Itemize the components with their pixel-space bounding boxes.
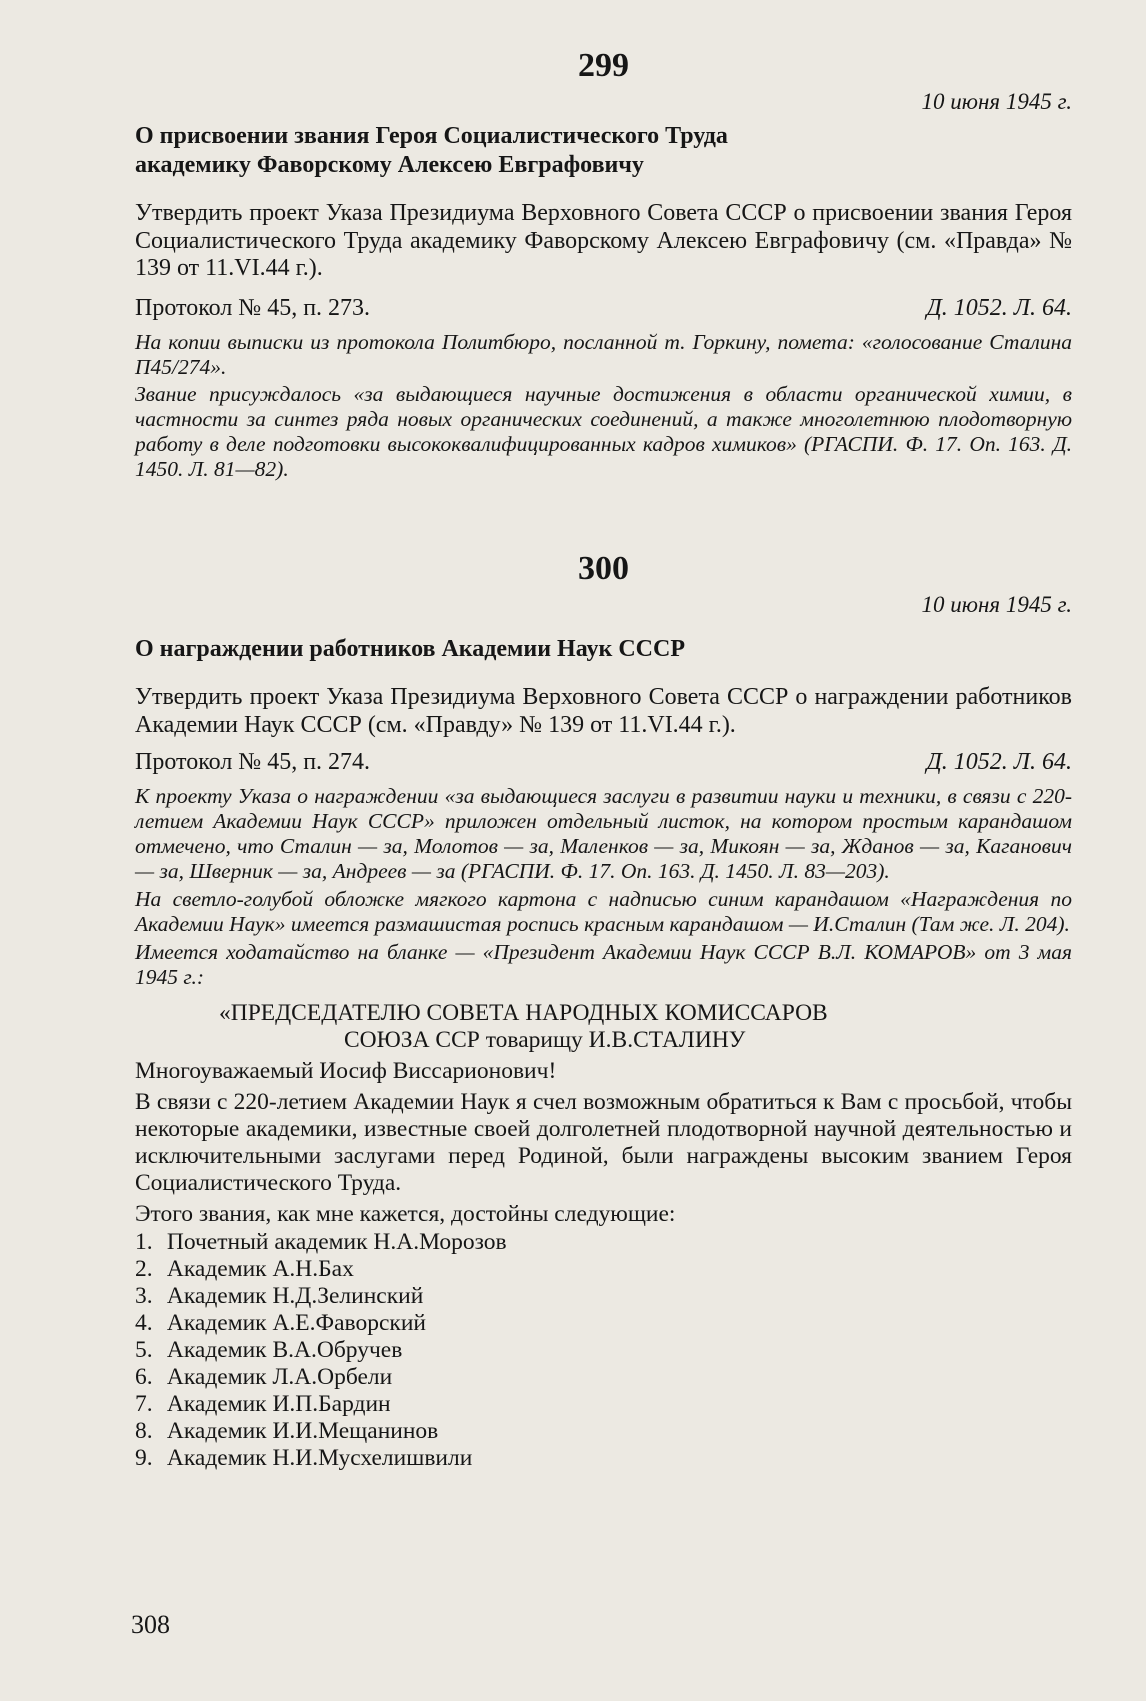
archive-ref: Д. 1052. Л. 64. (926, 294, 1072, 321)
list-item (135, 1418, 1072, 1445)
resolution-text: Утвердить проект Указа Президиума Верховного Совета СССР о награждении работников Академии Наук СССР (см. «Правду» № 139 от 11.VI.44 г.). (135, 684, 1072, 738)
letter-paragraph: Этого звания, как мне кажется, достойны следующие: (135, 1201, 676, 1227)
protocol-line (135, 294, 1072, 322)
list-item (135, 1364, 1072, 1391)
title-line: академику Фаворскому Алексею Евграфовичу (135, 152, 644, 178)
page-number: 308 (131, 1610, 170, 1639)
list-item (135, 1229, 1072, 1256)
letter-heading: «ПРЕДСЕДАТЕЛЮ СОВЕТА НАРОДНЫХ КОМИССАРОВ (219, 1000, 828, 1026)
list-item-name: Академик Н.Д.Зелинский (166, 1283, 424, 1309)
list-item-name: Академик И.П.Бардин (166, 1391, 391, 1417)
resolution-text: Утвердить проект Указа Президиума Верховного Совета СССР о присвоении звания Героя Социалистического Труда академику Фаворскому Алексею Евграфовичу (см. «Правда» № 139 от 11.VI.44 г.). (135, 200, 1072, 281)
document-number: 300 (578, 550, 629, 587)
list-item (135, 1256, 1072, 1283)
list-item (135, 1310, 1072, 1337)
list-item-name: Академик В.А.Обручев (166, 1337, 403, 1363)
letter (135, 1000, 1072, 1472)
document-date: 10 июня 1945 г. (921, 89, 1072, 114)
protocol-number: Протокол № 45, п. 274. (135, 749, 371, 775)
list-item-number: 7. (135, 1391, 153, 1417)
document-299 (135, 46, 1072, 482)
note: На светло-голубой обложке мягкого картона с надписью синим карандашом «Награждения по Академии Наук» имеется размашистая роспись красным карандашом — И.Сталин (Там же. Л. 204). (135, 887, 1072, 936)
list-item-name: Академик А.Е.Фаворский (166, 1310, 426, 1336)
list-item-number: 9. (135, 1445, 153, 1471)
list-item-name: Почетный академик Н.А.Морозов (166, 1229, 507, 1255)
archive-ref: Д. 1052. Л. 64. (926, 749, 1072, 775)
note: К проекту Указа о награждении «за выдающиеся заслуги в развитии науки и техники, в связи с 220-летием Академии Наук СССР» приложен отдельный листок, на котором простым карандашом отмечено, что Сталин — за, Молотов — за, Маленков — за, Микоян — за, Жданов — за, Каганович — за, Шверник — за, Андреев — за (РГАСПИ. Ф. 17. Оп. 163. Д. 1450. Л. 83—203). (135, 784, 1072, 883)
letter-heading: СОЮЗА ССР товарищу И.В.СТАЛИНУ (344, 1027, 746, 1053)
document-title: О награждении работников Академии Наук СССР (135, 636, 685, 662)
list-item-name: Академик Н.И.Мусхелишвили (166, 1445, 473, 1471)
list-item-number: 2. (135, 1256, 153, 1282)
document-date: 10 июня 1945 г. (921, 592, 1072, 617)
list-item-name: Академик А.Н.Бах (166, 1256, 354, 1282)
note: Имеется ходатайство на бланке — «Президент Академии Наук СССР В.Л. КОМАРОВ» от 3 мая 1945 г.: (135, 940, 1072, 989)
letter-paragraph: В связи с 220-летием Академии Наук я счел возможным обратиться к Вам с просьбой, чтобы некоторые академики, известные своей долголетней плодотворной научной деятельностью и исключительными заслугами перед Родиной, были награждены высоким званием Героя Социалистического Труда. (135, 1089, 1072, 1196)
document-number: 299 (578, 47, 629, 84)
list-item (135, 1445, 1072, 1472)
list-item-name: Академик Л.А.Орбели (166, 1364, 393, 1390)
list-item (135, 1283, 1072, 1310)
list-item-number: 4. (135, 1310, 153, 1336)
list-item (135, 1391, 1072, 1418)
protocol-line (135, 748, 1072, 776)
list-item (135, 1337, 1072, 1364)
list-item-number: 6. (135, 1364, 153, 1390)
nominee-list (135, 1229, 1072, 1472)
salutation: Многоуважаемый Иосиф Виссарионович! (135, 1058, 557, 1084)
list-item-name: Академик И.И.Мещанинов (166, 1418, 439, 1444)
document-300 (135, 549, 1072, 1472)
title-line: О присвоении звания Героя Социалистического Труда (135, 123, 728, 149)
list-item-number: 5. (135, 1337, 153, 1363)
list-item-number: 3. (135, 1283, 153, 1309)
document-title (135, 122, 1072, 180)
list-item-number: 8. (135, 1418, 153, 1444)
list-item-number: 1. (135, 1229, 153, 1255)
protocol-number: Протокол № 45, п. 273. (135, 294, 371, 321)
note: На копии выписки из протокола Политбюро, посланной т. Горкину, помета: «голосование Сталина П45/274». (135, 329, 1072, 379)
note: Звание присуждалось «за выдающиеся научные достижения в области органической химии, в частности за синтез ряда новых органических соединений, а также многолетнюю плодотворную работу в деле подготовки высококвалифицированных кадров химиков» (РГАСПИ. Ф. 17. Оп. 163. Д. 1450. Л. 81—82). (135, 381, 1072, 481)
